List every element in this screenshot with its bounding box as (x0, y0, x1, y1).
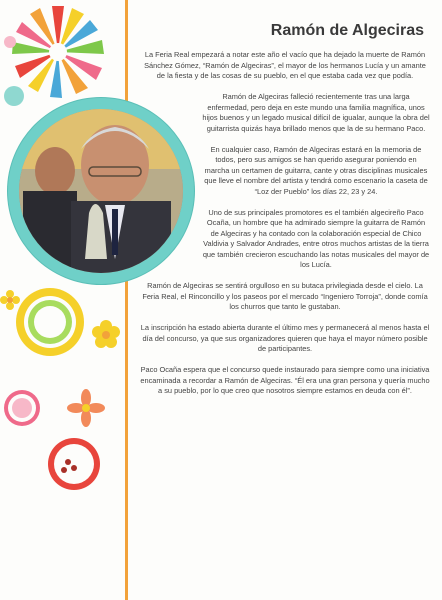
left-decoration (0, 0, 130, 600)
orange-divider-line (125, 0, 128, 600)
orange-flower-icon (67, 389, 105, 427)
article-paragraph: Uno de sus principales promotores es el también algecireño Paco Ocaña, un hombre que ha admirado siempre la guitarra de Ramón de Algeciras y ha contado con la colaboración especial de Chico Valdivia y Salvador Andrades, entre otros muchos artistas de la tierra que también crecieron escuchando las notas musicales del mayor de los Lucía. (202, 207, 430, 269)
yellow-flower-icon (0, 290, 20, 310)
teal-dot (4, 86, 24, 106)
yellow-ring-decoration (16, 288, 84, 356)
article-paragraph: Ramón de Algeciras se sentirá orgulloso en su butaca privilegiada desde el cielo. La Feria Real, el Rinconcillo y los paseos por el mercado “Ingeniero Torroja”, donde comía los churros que tanto le gustaban. (142, 281, 428, 311)
red-ring-decoration (48, 438, 100, 490)
article-title: Ramón de Algeciras (270, 22, 424, 39)
sunburst-graphic (12, 6, 104, 98)
article-paragraph: Ramón de Algeciras falleció recientemente tras una larga enfermedad, pero deja en este mundo una familia magnífica, unos hijos buenos y un legado musical difícil de igualar, aunque la obra del guitarrista quizás haya brillado menos que la de su hermano Paco. (202, 92, 430, 133)
yellow-flower-large-icon (92, 320, 120, 348)
article-paragraph: En cualquier caso, Ramón de Algeciras estará en la memoria de todos, pero sus amigos se han querido asegurar poniendo en marcha un certamen de guitarra, cante y otras disciplinas musicales que lleve el nombre del artista y tendrá como escenario la caseta de “Loz der Pueblo” los días 22, 23 y 24. (204, 144, 428, 196)
article-paragraph: La Feria Real empezará a notar este año el vacío que ha dejado la muerte de Ramón Sánchez Gómez, “Ramón de Algeciras”, el mayor de los hermanos Lucía y un amante de la fiesta y de las cosas de su pueblo, en el que estaba cada vez que podía. (144, 50, 426, 80)
article-body (140, 50, 430, 407)
article-paragraph: Paco Ocaña espera que el concurso quede instaurado para siempre como una iniciativa encaminada a recordar a Ramón de Algeciras. “Él era una gran persona y quería mucho a su pueblo, por lo que creo que nosotros siempre estamos en deuda con él”. (140, 365, 430, 395)
pink-ring-decoration (4, 390, 40, 426)
article-paragraph: La inscripción ha estado abierta durante el último mes y permanecerá al menos hasta el día del concurso, ya que sus organizadores quieren que haya el mayor número posible de participantes. (140, 323, 430, 353)
pink-dot-small (4, 36, 16, 48)
